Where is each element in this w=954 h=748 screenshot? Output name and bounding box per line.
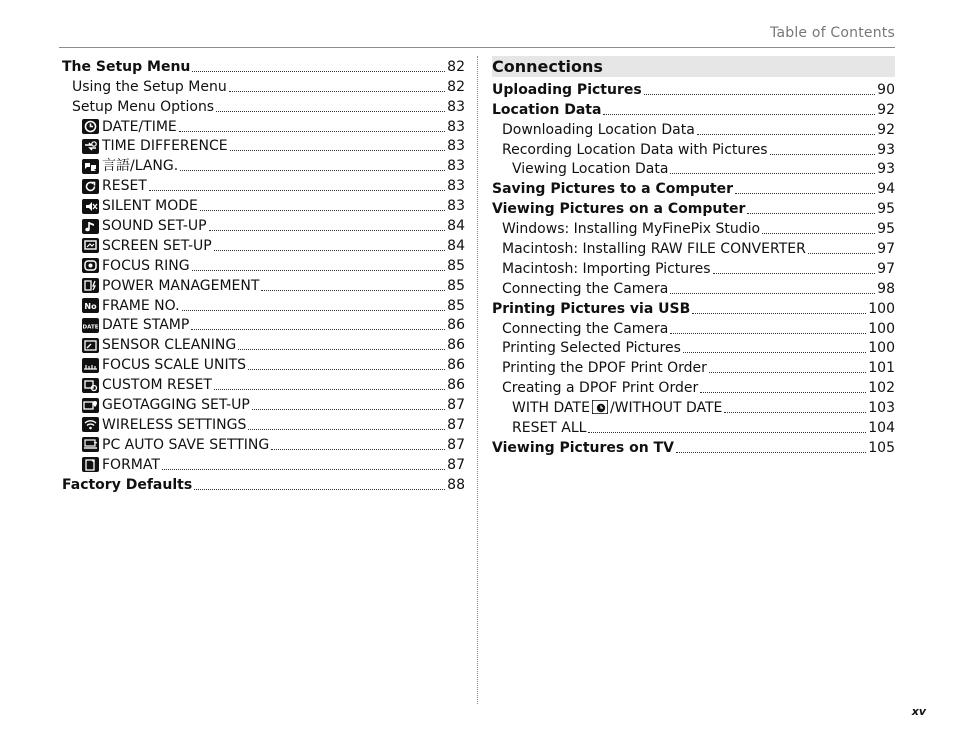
toc-entry-label (102, 137, 228, 155)
toc-entry-label (502, 220, 760, 238)
toc-entry-label (102, 197, 198, 215)
toc-entry-label (502, 320, 668, 338)
custom-reset-icon (82, 378, 99, 393)
toc-right-rows (492, 79, 895, 457)
toc-entry-text: Recording Location Data with Pictures (502, 141, 768, 158)
dot-leader (230, 150, 446, 151)
section-heading-connections: Connections (492, 56, 895, 77)
toc-entry-text: FOCUS RING (102, 257, 190, 274)
dot-leader (692, 313, 866, 314)
toc-entry-label (102, 416, 246, 434)
pc-auto-save-icon (82, 437, 99, 452)
toc-entry[interactable] (492, 139, 895, 159)
toc-entry[interactable] (62, 215, 465, 235)
toc-entry-text: SENSOR CLEANING (102, 337, 237, 354)
toc-page-number: 87 (447, 416, 465, 433)
toc-page-number: 82 (447, 78, 465, 95)
toc-entry-text: Printing Pictures via USB (492, 300, 691, 317)
toc-entry-text: SILENT MODE (102, 198, 198, 215)
toc-entry-label (502, 379, 698, 397)
dot-leader (808, 253, 875, 254)
dot-leader (191, 329, 445, 330)
toc-entry[interactable] (492, 278, 895, 298)
dot-leader (724, 412, 866, 413)
toc-page-number: 83 (447, 98, 465, 115)
toc-page-number: 84 (447, 218, 465, 235)
toc-entry-text: Downloading Location Data (502, 121, 695, 138)
toc-entry-text: FORMAT (102, 456, 160, 473)
reset-icon (82, 179, 99, 194)
toc-entry-label (512, 160, 668, 178)
sensor-cleaning-icon (82, 338, 99, 353)
toc-entry-label (102, 336, 236, 354)
toc-entry[interactable] (492, 99, 895, 119)
dot-leader (252, 409, 445, 410)
toc-entry-label (502, 141, 768, 159)
toc-right-column (492, 56, 895, 457)
toc-page-number: 87 (447, 436, 465, 453)
toc-entry[interactable] (492, 318, 895, 338)
toc-entry-label (492, 81, 642, 99)
toc-page-number: 100 (868, 340, 895, 357)
toc-left-column (62, 56, 465, 494)
toc-entry-text: GEOTAGGING SET-UP (102, 397, 250, 414)
dot-leader (770, 154, 876, 155)
toc-entry[interactable] (492, 397, 895, 417)
dot-leader (180, 170, 445, 171)
toc-entry-label (502, 280, 668, 298)
toc-entry-label (512, 399, 722, 417)
dot-leader (248, 429, 445, 430)
toc-page-number: 83 (447, 178, 465, 195)
toc-page-number: 86 (447, 377, 465, 394)
svg-text:No: No (84, 302, 97, 312)
toc-entry-label (102, 217, 207, 235)
toc-entry-text: FRAME NO. (102, 297, 180, 314)
toc-entry-label (62, 476, 192, 494)
dot-leader (670, 333, 866, 334)
dot-leader (238, 349, 445, 350)
dot-leader (683, 352, 866, 353)
toc-page-number: 93 (877, 161, 895, 178)
toc-entry[interactable] (62, 235, 465, 255)
toc-entry-text-suffix: /WITHOUT DATE (609, 400, 723, 417)
date-stamp-icon (82, 318, 99, 333)
toc-entry[interactable] (492, 79, 895, 99)
toc-entry[interactable] (492, 258, 895, 278)
toc-page-number: 104 (868, 420, 895, 437)
toc-entry-label (492, 439, 674, 457)
focus-ring-icon (82, 258, 99, 273)
toc-entry-label (102, 237, 212, 255)
toc-entry-label (102, 396, 250, 414)
toc-entry[interactable] (62, 155, 465, 175)
wifi-icon (82, 417, 99, 432)
focus-scale-icon (82, 358, 99, 373)
toc-entry-text: Printing the DPOF Print Order (502, 360, 707, 377)
dot-leader (229, 91, 445, 92)
toc-entry[interactable] (62, 275, 465, 295)
language-icon (82, 159, 99, 174)
toc-page-number: 95 (877, 201, 895, 218)
toc-page-number: 92 (877, 121, 895, 138)
toc-entry-text: SCREEN SET-UP (102, 237, 212, 254)
toc-entry[interactable] (62, 56, 465, 76)
toc-entry-label (102, 177, 147, 195)
toc-entry-label (492, 300, 690, 318)
date-print-icon (592, 400, 608, 414)
dot-leader (261, 290, 445, 291)
toc-entry-label (72, 78, 227, 96)
toc-entry[interactable] (492, 198, 895, 218)
toc-page-number: 102 (868, 380, 895, 397)
dot-leader (697, 134, 875, 135)
toc-entry[interactable] (62, 295, 465, 315)
page-header-title: Table of Contents (770, 25, 895, 41)
toc-entry[interactable] (492, 238, 895, 258)
toc-entry-text: Saving Pictures to a Computer (492, 181, 734, 198)
dot-leader (644, 94, 875, 95)
toc-entry-text: Windows: Installing MyFinePix Studio (502, 221, 761, 238)
dot-leader (200, 210, 445, 211)
toc-page-number: 101 (868, 360, 895, 377)
toc-page-number: 92 (877, 101, 895, 118)
toc-entry[interactable] (62, 136, 465, 156)
toc-entry[interactable] (492, 338, 895, 358)
toc-entry[interactable] (492, 159, 895, 179)
toc-entry-label (102, 316, 189, 334)
toc-page-number: 90 (877, 81, 895, 98)
toc-entry-text: FOCUS SCALE UNITS (102, 357, 247, 374)
toc-page-number: 85 (447, 277, 465, 294)
toc-entry-label (492, 180, 733, 198)
geotagging-icon (82, 398, 99, 413)
screen-icon (82, 238, 99, 253)
toc-entry[interactable] (62, 354, 465, 374)
toc-entry-text: Macintosh: Importing Pictures (502, 260, 711, 277)
dot-leader (713, 273, 876, 274)
clock-icon (82, 119, 99, 134)
toc-entry[interactable] (62, 474, 465, 494)
toc-entry-label (502, 260, 711, 278)
toc-entry-text: TIME DIFFERENCE (102, 138, 228, 155)
svg-text:DATE: DATE (82, 324, 99, 331)
toc-page-number: 87 (447, 397, 465, 414)
toc-entry-label (102, 157, 178, 175)
dot-leader (216, 111, 445, 112)
toc-page-number: 94 (877, 181, 895, 198)
toc-page-number: 85 (447, 297, 465, 314)
dot-leader (271, 449, 445, 450)
toc-entry-label (102, 297, 180, 315)
toc-entry[interactable] (492, 298, 895, 318)
toc-entry-text: WIRELESS SETTINGS (102, 416, 247, 433)
toc-entry[interactable] (62, 255, 465, 275)
music-note-icon (82, 219, 99, 234)
time-difference-icon (82, 139, 99, 154)
dot-leader (248, 369, 445, 370)
dot-leader (149, 190, 445, 191)
toc-page-number: 86 (447, 317, 465, 334)
dot-leader (670, 173, 875, 174)
toc-page-number: 100 (868, 300, 895, 317)
dot-leader (700, 392, 866, 393)
toc-entry-label (102, 118, 177, 136)
toc-entry-text: Using the Setup Menu (72, 78, 227, 95)
toc-entry-text: Connecting the Camera (502, 320, 669, 337)
toc-page-number: 85 (447, 257, 465, 274)
toc-page-number: 86 (447, 357, 465, 374)
toc-entry[interactable] (62, 116, 465, 136)
toc-entry[interactable] (492, 119, 895, 139)
toc-entry-text: SOUND SET-UP (102, 218, 207, 235)
toc-entry-text: Uploading Pictures (492, 81, 642, 98)
toc-entry-text: RESET ALL (512, 420, 587, 437)
toc-entry-text: The Setup Menu (62, 58, 191, 75)
dot-leader (676, 452, 866, 453)
toc-entry[interactable] (492, 357, 895, 377)
toc-entry-label (102, 456, 160, 474)
toc-page-number: 97 (877, 260, 895, 277)
toc-entry[interactable] (62, 454, 465, 474)
toc-entry[interactable] (62, 195, 465, 215)
toc-entry-text: Setup Menu Options (72, 98, 215, 115)
toc-entry-text: Creating a DPOF Print Order (502, 380, 699, 397)
toc-page-number: 100 (868, 320, 895, 337)
toc-page-number: 83 (447, 118, 465, 135)
toc-entry-label (72, 98, 214, 116)
toc-page-number: 98 (877, 280, 895, 297)
toc-entry[interactable] (62, 76, 465, 96)
toc-entry-text: Viewing Pictures on a Computer (492, 201, 746, 218)
toc-page-number: 86 (447, 337, 465, 354)
toc-page-number: 87 (447, 456, 465, 473)
dot-leader (179, 131, 445, 132)
toc-entry-text: Macintosh: Installing RAW FILE CONVERTER (502, 241, 806, 258)
toc-entry-text: DATE/TIME (102, 118, 177, 135)
dot-leader (192, 71, 445, 72)
toc-entry[interactable] (62, 374, 465, 394)
toc-entry[interactable] (492, 377, 895, 397)
dot-leader (747, 213, 875, 214)
toc-page-number: 82 (447, 58, 465, 75)
toc-entry-text: DATE STAMP (102, 317, 190, 334)
toc-entry-text: WITH DATE (512, 400, 590, 417)
toc-entry-label (492, 101, 601, 119)
toc-entry[interactable] (62, 394, 465, 414)
toc-page-number: 105 (868, 439, 895, 456)
toc-entry-text: RESET (102, 178, 147, 195)
dot-leader (182, 310, 446, 311)
toc-entry-label (512, 419, 586, 437)
toc-entry[interactable] (62, 434, 465, 454)
dot-leader (162, 469, 445, 470)
toc-entry[interactable] (62, 414, 465, 434)
toc-page-number: 103 (868, 400, 895, 417)
column-divider (477, 56, 478, 704)
page-number: xv (911, 705, 926, 718)
toc-entry-label (102, 376, 212, 394)
toc-entry[interactable] (492, 178, 895, 198)
dot-leader (588, 432, 866, 433)
toc-entry-text: POWER MANAGEMENT (102, 277, 260, 294)
toc-entry[interactable] (62, 315, 465, 335)
toc-entry-label (492, 200, 745, 218)
toc-page-number: 83 (447, 138, 465, 155)
format-icon (82, 457, 99, 472)
toc-entry-text: Viewing Location Data (512, 161, 669, 178)
dot-leader (194, 489, 445, 490)
toc-entry-label (102, 436, 269, 454)
toc-entry-text: CUSTOM RESET (102, 377, 212, 394)
toc-entry-text: Factory Defaults (62, 476, 193, 493)
dot-leader (603, 114, 875, 115)
toc-entry[interactable] (492, 417, 895, 437)
toc-page-number: 93 (877, 141, 895, 158)
toc-entry-text: Location Data (492, 101, 602, 118)
dot-leader (214, 389, 445, 390)
toc-page-number: 84 (447, 237, 465, 254)
dot-leader (209, 230, 446, 231)
toc-entry-label (502, 339, 681, 357)
power-icon (82, 278, 99, 293)
header-rule (59, 47, 895, 48)
toc-entry-text: Printing Selected Pictures (502, 340, 681, 357)
toc-entry-label (62, 58, 190, 76)
toc-page-number: 83 (447, 198, 465, 215)
frame-number-icon (82, 298, 99, 313)
dot-leader (762, 233, 875, 234)
toc-entry[interactable] (492, 218, 895, 238)
toc-entry-label (502, 121, 695, 139)
toc-entry[interactable] (62, 96, 465, 116)
toc-entry[interactable] (62, 175, 465, 195)
dot-leader (735, 193, 875, 194)
toc-entry-text: 言語/LANG. (102, 158, 179, 175)
toc-page-number: 97 (877, 241, 895, 258)
dot-leader (192, 270, 446, 271)
dot-leader (214, 250, 445, 251)
toc-entry-label (502, 240, 806, 258)
toc-entry[interactable] (62, 334, 465, 354)
toc-entry-text: Connecting the Camera (502, 280, 669, 297)
silent-mode-icon (82, 199, 99, 214)
dot-leader (709, 372, 866, 373)
toc-entry-label (502, 359, 707, 377)
toc-entry-text: Viewing Pictures on TV (492, 439, 674, 456)
toc-entry-label (102, 277, 259, 295)
toc-entry-text: PC AUTO SAVE SETTING (102, 436, 270, 453)
toc-page-number: 88 (447, 476, 465, 493)
toc-entry-label (102, 257, 190, 275)
toc-entry-label (102, 356, 246, 374)
dot-leader (670, 293, 875, 294)
toc-entry[interactable] (492, 437, 895, 457)
toc-page-number: 83 (447, 158, 465, 175)
toc-page-number: 95 (877, 221, 895, 238)
